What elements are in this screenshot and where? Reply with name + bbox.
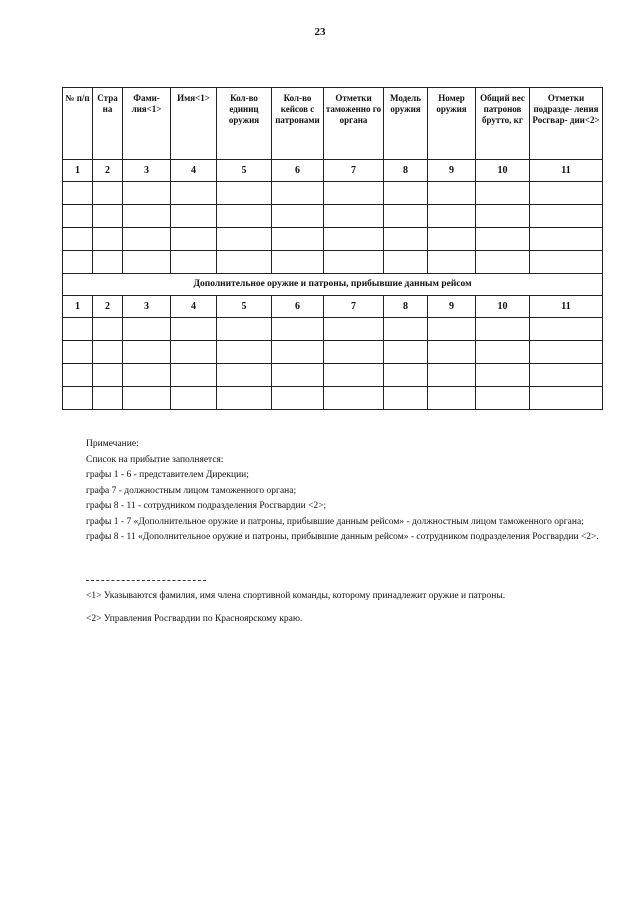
table-cell bbox=[93, 251, 123, 274]
table-cell bbox=[530, 228, 603, 251]
table-cell bbox=[123, 341, 171, 364]
table-cell bbox=[217, 387, 272, 410]
column-number: 2 bbox=[93, 296, 123, 318]
column-number: 6 bbox=[272, 160, 324, 182]
notes-block bbox=[86, 437, 611, 546]
table-cell bbox=[272, 387, 324, 410]
table-cell bbox=[324, 364, 384, 387]
table-cell bbox=[476, 251, 530, 274]
table-cell bbox=[530, 318, 603, 341]
footnote-2: <2> Управления Росгвардии по Красноярскому краю. bbox=[86, 614, 303, 624]
table-cell bbox=[384, 182, 428, 205]
table-cell bbox=[476, 228, 530, 251]
table-cell bbox=[476, 387, 530, 410]
table-cell bbox=[123, 387, 171, 410]
table-cell bbox=[217, 228, 272, 251]
table-cell bbox=[93, 228, 123, 251]
header-cell-surname: Фами- лия<1> bbox=[123, 88, 171, 160]
header-cell-rosgvardia-marks: Отметки подразде- ления Росгвар- дии<2> bbox=[530, 88, 603, 160]
table-cell bbox=[171, 228, 217, 251]
table-cell bbox=[63, 341, 93, 364]
table-cell bbox=[384, 251, 428, 274]
column-number: 9 bbox=[428, 160, 476, 182]
table-cell bbox=[476, 341, 530, 364]
table-cell bbox=[123, 318, 171, 341]
table-cell bbox=[217, 364, 272, 387]
column-number: 5 bbox=[217, 296, 272, 318]
column-number: 10 bbox=[476, 160, 530, 182]
table-cell bbox=[272, 318, 324, 341]
table-cell bbox=[272, 364, 324, 387]
header-cell-number: № п/п bbox=[63, 88, 93, 160]
table-cell bbox=[428, 182, 476, 205]
column-number: 10 bbox=[476, 296, 530, 318]
table-cell bbox=[428, 251, 476, 274]
table-cell bbox=[384, 364, 428, 387]
table-cell bbox=[93, 205, 123, 228]
table-cell bbox=[384, 387, 428, 410]
header-cell-weapon-model: Модель оружия bbox=[384, 88, 428, 160]
table-cell bbox=[93, 341, 123, 364]
header-cell-country: Стра на bbox=[93, 88, 123, 160]
table-cell bbox=[324, 251, 384, 274]
notes-line: графы 1 - 6 - представителем Дирекции; bbox=[86, 470, 249, 480]
table-row bbox=[63, 182, 603, 205]
table-cell bbox=[63, 387, 93, 410]
header-cell-name: Имя<1> bbox=[171, 88, 217, 160]
column-number: 7 bbox=[324, 296, 384, 318]
column-number: 3 bbox=[123, 160, 171, 182]
header-cell-ammo-weight: Общий вес патронов брутто, кг bbox=[476, 88, 530, 160]
table-cell bbox=[63, 205, 93, 228]
column-number: 8 bbox=[384, 296, 428, 318]
notes-line: графы 1 - 7 «Дополнительное оружие и патроны, прибывшие данным рейсом» - должностным лицом таможенного органа; bbox=[86, 516, 584, 527]
table-cell bbox=[384, 228, 428, 251]
table-cell bbox=[384, 318, 428, 341]
table-cell bbox=[93, 318, 123, 341]
table-row bbox=[63, 341, 603, 364]
table-cell bbox=[530, 182, 603, 205]
notes-line: графы 8 - 11 «Дополнительное оружие и патроны, прибывшие данным рейсом» - сотрудником подразделения Росгвардии <2>. bbox=[86, 532, 599, 542]
table-cell bbox=[93, 364, 123, 387]
notes-line: графа 7 - должностным лицом таможенного органа; bbox=[86, 485, 297, 496]
table-cell bbox=[93, 182, 123, 205]
table-cell bbox=[123, 205, 171, 228]
footnote-1: <1> Указываются фамилия, имя члена спортивной команды, которому принадлежит оружие и патроны. bbox=[86, 591, 506, 601]
page-number: 23 bbox=[314, 26, 326, 38]
table-cell bbox=[272, 228, 324, 251]
table-cell bbox=[272, 205, 324, 228]
column-numbers-row bbox=[63, 160, 603, 182]
table-cell bbox=[324, 318, 384, 341]
table-cell bbox=[63, 228, 93, 251]
notes-line: графы 8 - 11 - сотрудником подразделения Росгвардии <2>; bbox=[86, 501, 327, 511]
table-cell bbox=[272, 182, 324, 205]
table-cell bbox=[476, 205, 530, 228]
header-cell-case-count: Кол-во кейсов с патронами bbox=[272, 88, 324, 160]
column-number: 9 bbox=[428, 296, 476, 318]
column-numbers-row bbox=[63, 296, 603, 318]
table-cell bbox=[217, 341, 272, 364]
header-cell-weapon-number: Номер оружия bbox=[428, 88, 476, 160]
column-number: 1 bbox=[63, 160, 93, 182]
column-number: 4 bbox=[171, 296, 217, 318]
table-cell bbox=[171, 341, 217, 364]
column-number: 2 bbox=[93, 160, 123, 182]
table-cell bbox=[171, 205, 217, 228]
table-cell bbox=[171, 364, 217, 387]
table-cell bbox=[217, 205, 272, 228]
table-cell bbox=[123, 228, 171, 251]
table-cell bbox=[272, 251, 324, 274]
table-cell bbox=[324, 228, 384, 251]
table-cell bbox=[63, 182, 93, 205]
table-cell bbox=[384, 205, 428, 228]
table-cell bbox=[476, 318, 530, 341]
column-number: 5 bbox=[217, 160, 272, 182]
header-cell-customs-marks: Отметки таможенно го органа bbox=[324, 88, 384, 160]
table-cell bbox=[476, 182, 530, 205]
table-row bbox=[63, 251, 603, 274]
table-cell bbox=[171, 387, 217, 410]
table-cell bbox=[530, 364, 603, 387]
table-cell bbox=[63, 251, 93, 274]
table-cell bbox=[63, 318, 93, 341]
section-title: Дополнительное оружие и патроны, прибывшие данным рейсом bbox=[63, 274, 603, 296]
column-number: 6 bbox=[272, 296, 324, 318]
table-cell bbox=[428, 387, 476, 410]
footnotes-block bbox=[86, 585, 611, 631]
column-number: 11 bbox=[530, 160, 603, 182]
arrival-list-table bbox=[62, 87, 603, 410]
column-number: 7 bbox=[324, 160, 384, 182]
footnote-divider bbox=[86, 580, 206, 581]
table-row bbox=[63, 228, 603, 251]
table-cell bbox=[324, 341, 384, 364]
table-cell bbox=[428, 364, 476, 387]
table-cell bbox=[324, 182, 384, 205]
table-cell bbox=[530, 387, 603, 410]
notes-intro: Список на прибытие заполняется: bbox=[86, 454, 224, 465]
table-cell bbox=[171, 318, 217, 341]
table-cell bbox=[530, 205, 603, 228]
table-cell bbox=[428, 205, 476, 228]
table-cell bbox=[123, 251, 171, 274]
column-number: 8 bbox=[384, 160, 428, 182]
table-cell bbox=[93, 387, 123, 410]
table-cell bbox=[324, 387, 384, 410]
header-cell-weapon-count: Кол-во единиц оружия bbox=[217, 88, 272, 160]
table-cell bbox=[217, 182, 272, 205]
table-cell bbox=[63, 364, 93, 387]
table-cell bbox=[530, 341, 603, 364]
table-cell bbox=[171, 251, 217, 274]
table-cell bbox=[530, 251, 603, 274]
table-cell bbox=[428, 318, 476, 341]
column-number: 1 bbox=[63, 296, 93, 318]
table-row bbox=[63, 318, 603, 341]
table-cell bbox=[272, 341, 324, 364]
column-number: 4 bbox=[171, 160, 217, 182]
table-row bbox=[63, 364, 603, 387]
table-cell bbox=[217, 251, 272, 274]
table-cell bbox=[428, 228, 476, 251]
table-cell bbox=[123, 364, 171, 387]
table-cell bbox=[428, 341, 476, 364]
table-cell bbox=[384, 341, 428, 364]
table-cell bbox=[324, 205, 384, 228]
column-number: 3 bbox=[123, 296, 171, 318]
table-row bbox=[63, 205, 603, 228]
column-number: 11 bbox=[530, 296, 603, 318]
table-row bbox=[63, 387, 603, 410]
table-cell bbox=[476, 364, 530, 387]
section-header-row bbox=[63, 274, 603, 296]
header-row bbox=[63, 88, 603, 160]
table-cell bbox=[171, 182, 217, 205]
table-cell bbox=[123, 182, 171, 205]
notes-title: Примечание: bbox=[86, 439, 139, 449]
table-cell bbox=[217, 318, 272, 341]
